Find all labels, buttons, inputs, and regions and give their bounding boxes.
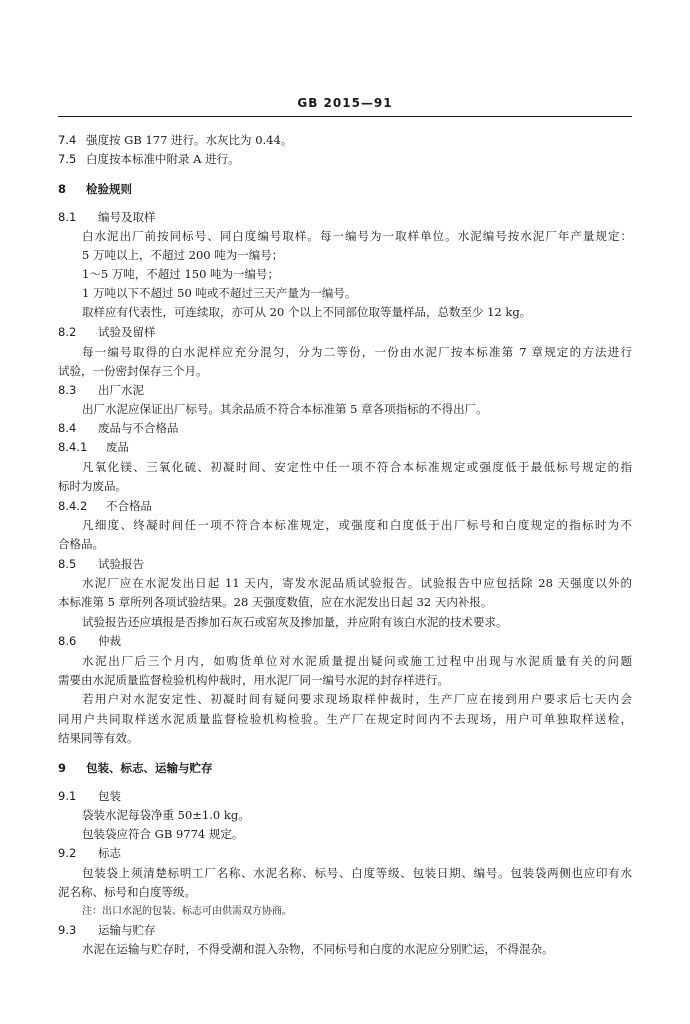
paragraph-line: 试验，一份密封保存三个月。	[58, 364, 208, 378]
clause-8-1	[58, 209, 632, 225]
clause-number: 9.1	[58, 789, 77, 803]
paragraph-line: 1 万吨以下不超过 50 吨或不超过三天产量为一编号。	[82, 286, 357, 300]
clause-title: 包装	[98, 789, 121, 803]
clause-number: 7.5	[58, 152, 77, 166]
clause-number: 7.4	[58, 133, 77, 147]
paragraph-line: 水泥出厂后三个月内，如购货单位对水泥质量提出疑问或施工过程中出现与水泥质量有关的问题	[82, 654, 632, 668]
clause-title: 试验报告	[98, 557, 144, 571]
clause-number: 8.5	[58, 557, 77, 571]
clause-8-4-2	[58, 498, 632, 514]
paragraph-line: 凡细度、终凝时间任一项不符合本标准规定，或强度和白度低于出厂标号和白度规定的指标时为不	[82, 518, 632, 532]
clause-number: 8.1	[58, 210, 77, 224]
clause-7-4	[58, 132, 632, 148]
clause-9-3	[58, 922, 632, 938]
clause-title: 废品	[106, 440, 129, 454]
paragraph-line: 水泥厂应在水泥发出日起 11 天内，寄发水泥品质试验报告。试验报告中应包括除 28 天强度以外的	[82, 576, 632, 590]
paragraph-line: 取样应有代表性，可连续取，亦可从 20 个以上不同部位取等量样品，总数至少 12 kg。	[82, 305, 532, 319]
clause-8-2	[58, 324, 632, 340]
paragraph-line: 包装袋应符合 GB 9774 规定。	[82, 827, 244, 841]
clause-text: 白度按本标准中附录 A 进行。	[86, 152, 240, 166]
page-header: GB 2015—91	[297, 96, 393, 110]
clause-text: 强度按 GB 177 进行。水灰比为 0.44。	[86, 133, 293, 147]
section-title: 检验规则	[86, 182, 132, 196]
clause-8-5	[58, 556, 632, 572]
header-rule	[58, 116, 632, 117]
clause-number: 8.6	[58, 634, 77, 648]
clause-9-2	[58, 845, 632, 861]
section-title: 包装、标志、运输与贮存	[86, 761, 213, 775]
paragraph-line: 标时为废品。	[58, 479, 127, 493]
paragraph-line: 5 万吨以上，不超过 200 吨为一编号；	[82, 248, 284, 262]
paragraph-line: 袋装水泥每袋净重 50±1.0 kg。	[82, 808, 250, 822]
clause-number: 8.2	[58, 325, 77, 339]
paragraph-line: 白水泥出厂前按同标号、同白度编号取样。每一编号为一取样单位。水泥编号按水泥厂年产量规定：	[82, 229, 632, 243]
paragraph-line: 凡氧化镁、三氧化硫、初凝时间、安定性中任一项不符合本标准规定或强度低于最低标号规定的指	[82, 460, 632, 474]
clause-title: 废品与不合格品	[98, 421, 179, 435]
clause-8-6	[58, 633, 632, 649]
paragraph-line: 出厂水泥应保证出厂标号。其余品质不符合本标准第 5 章各项指标的不得出厂。	[82, 402, 488, 416]
paragraph-line: 需要由水泥质量监督检验机构仲裁时，用水泥厂同一编号水泥的封存样进行。	[58, 673, 449, 687]
clause-title: 仲裁	[98, 634, 121, 648]
paragraph-line: 1～5 万吨，不超过 150 吨为一编号；	[82, 267, 280, 281]
section-number: 9	[58, 761, 67, 775]
clause-title: 出厂水泥	[98, 383, 144, 397]
clause-title: 运输与贮存	[98, 923, 156, 937]
clause-number: 8.3	[58, 383, 77, 397]
clause-9-1	[58, 788, 632, 804]
clause-number: 9.3	[58, 923, 77, 937]
clause-7-5	[58, 151, 632, 167]
paragraph-line: 水泥在运输与贮存时，不得受潮和混入杂物，不同标号和白度的水泥应分别贮运，不得混杂。	[82, 942, 554, 956]
clause-number: 8.4.1	[58, 440, 88, 454]
clause-number: 8.4	[58, 421, 77, 435]
paragraph-line: 本标准第 5 章所列各项试验结果。28 天强度数值，应在水泥发出日起 32 天内补报。	[58, 595, 493, 609]
clause-title: 试验及留样	[98, 325, 156, 339]
paragraph-line: 若用户对水泥安定性、初凝时间有疑问要求现场取样仲裁时，生产厂应在接到用户要求后七天内会	[82, 692, 632, 706]
clause-8-4	[58, 420, 632, 436]
paragraph-line: 每一编号取得的白水泥样应充分混匀，分为二等份，一份由水泥厂按本标准第 7 章规定的方法进行	[82, 345, 632, 359]
clause-title: 编号及取样	[98, 210, 156, 224]
section-9-heading	[58, 760, 632, 776]
paragraph-line: 包装袋上须清楚标明工厂名称、水泥名称、标号、白度等级、包装日期、编号。包装袋两侧也应印有水	[82, 866, 632, 880]
section-number: 8	[58, 182, 67, 196]
paragraph-line: 合格品。	[58, 537, 104, 551]
note-text: 注：出口水泥的包装、标志可由供需双方协商。	[82, 906, 292, 917]
clause-number: 9.2	[58, 846, 77, 860]
section-8-heading	[58, 181, 632, 197]
clause-number: 8.4.2	[58, 499, 88, 513]
paragraph-line: 结果同等有效。	[58, 731, 139, 745]
clause-8-3	[58, 382, 632, 398]
paragraph-line: 同用户共同取样送水泥质量监督检验机构检验。生产厂在规定时间内不去现场，用户可单独取样送检，	[58, 712, 632, 726]
paragraph-line: 泥名称、标号和白度等级。	[58, 885, 196, 899]
clause-8-4-1	[58, 439, 632, 455]
clause-title: 标志	[98, 846, 121, 860]
clause-title: 不合格品	[106, 499, 152, 513]
paragraph-line: 试验报告还应填报是否掺加石灰石或窑灰及掺加量，并应附有该白水泥的技术要求。	[82, 615, 508, 629]
